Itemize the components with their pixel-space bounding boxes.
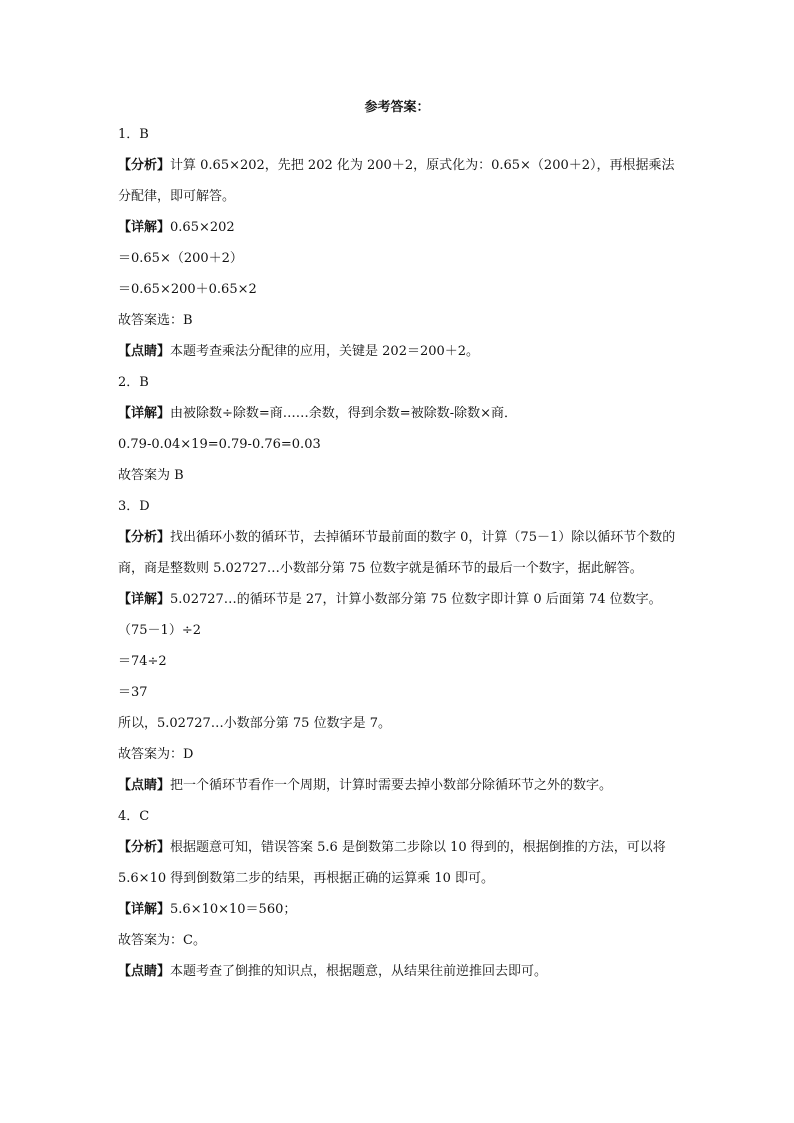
analysis-paragraph [118, 150, 676, 212]
analysis-paragraph [118, 522, 676, 584]
answer-line: 故答案为：D [118, 747, 194, 762]
comment-tag: 【点睛】 [118, 964, 171, 979]
work-line: ＝74÷2 [118, 654, 167, 669]
analysis-text: 根据题意可知，错误答案 5.6 是倒数第二步除以 10 得到的，根据倒推的方法，可以将 5.6×10 得到倒数第二步的结果，再根据正确的运算乘 10 即可。 [118, 840, 666, 886]
question-number: 3．D [118, 499, 150, 514]
question-number: 2．B [118, 375, 149, 390]
page-title: 参考答案： [364, 100, 430, 115]
comment-tag: 【点睛】 [118, 344, 171, 359]
answer-line: 故答案为 B [118, 468, 184, 483]
analysis-text: 找出循环小数的循环节，去掉循环节最前面的数字 0，计算（75－1）除以循环节个数的商，商是整数则 5.02727…小数部分第 75 位数字就是循环节的最后一个数字，据此解答。 [118, 530, 676, 576]
detail-paragraph [118, 212, 676, 243]
detail-tag: 【详解】 [118, 220, 171, 235]
comment-text: 把一个循环节看作一个周期，计算时需要去掉小数部分除循环节之外的数字。 [170, 778, 613, 793]
detail-text: 5.6×10×10＝560； [170, 902, 297, 917]
comment-paragraph [118, 336, 676, 367]
detail-paragraph [118, 584, 676, 615]
detail-text: 5.02727…的循环节是 27，计算小数部分第 75 位数字即计算 0 后面第 74 位数字。 [170, 592, 662, 607]
comment-paragraph [118, 956, 676, 987]
question-number: 1．B [118, 127, 149, 142]
detail-text: 由被除数÷除数=商……余数，得到余数=被除数-除数×商． [170, 406, 517, 421]
detail-paragraph [118, 398, 676, 429]
comment-text: 本题考查乘法分配律的应用，关键是 202＝200＋2。 [170, 344, 480, 359]
detail-tag: 【详解】 [118, 902, 171, 917]
answer-line: 故答案为：C。 [118, 933, 206, 948]
analysis-tag: 【分析】 [118, 158, 171, 173]
detail-tag: 【详解】 [118, 592, 171, 607]
comment-text: 本题考查了倒推的知识点，根据题意，从结果往前逆推回去即可。 [170, 964, 548, 979]
detail-tag: 【详解】 [118, 406, 171, 421]
work-line: ＝37 [118, 685, 148, 700]
analysis-tag: 【分析】 [118, 530, 171, 545]
question-number: 4．C [118, 809, 150, 824]
detail-text: 0.65×202 [170, 220, 235, 235]
work-line: 0.79-0.04×19=0.79-0.76=0.03 [118, 437, 321, 452]
work-line: ＝0.65×200＋0.65×2 [118, 282, 257, 297]
answer-sheet [118, 97, 676, 987]
comment-paragraph [118, 770, 676, 801]
conclusion-line: 所以，5.02727…小数部分第 75 位数字是 7。 [118, 716, 391, 731]
answer-line: 故答案选：B [118, 313, 193, 328]
analysis-tag: 【分析】 [118, 840, 171, 855]
analysis-paragraph [118, 832, 676, 894]
work-line: （75－1）÷2 [118, 623, 201, 638]
comment-tag: 【点睛】 [118, 778, 171, 793]
work-line: ＝0.65×（200＋2） [118, 251, 243, 266]
analysis-text: 计算 0.65×202，先把 202 化为 200＋2，原式化为：0.65×（200＋2），再根据乘法分配律，即可解答。 [118, 158, 675, 204]
detail-paragraph [118, 894, 676, 925]
